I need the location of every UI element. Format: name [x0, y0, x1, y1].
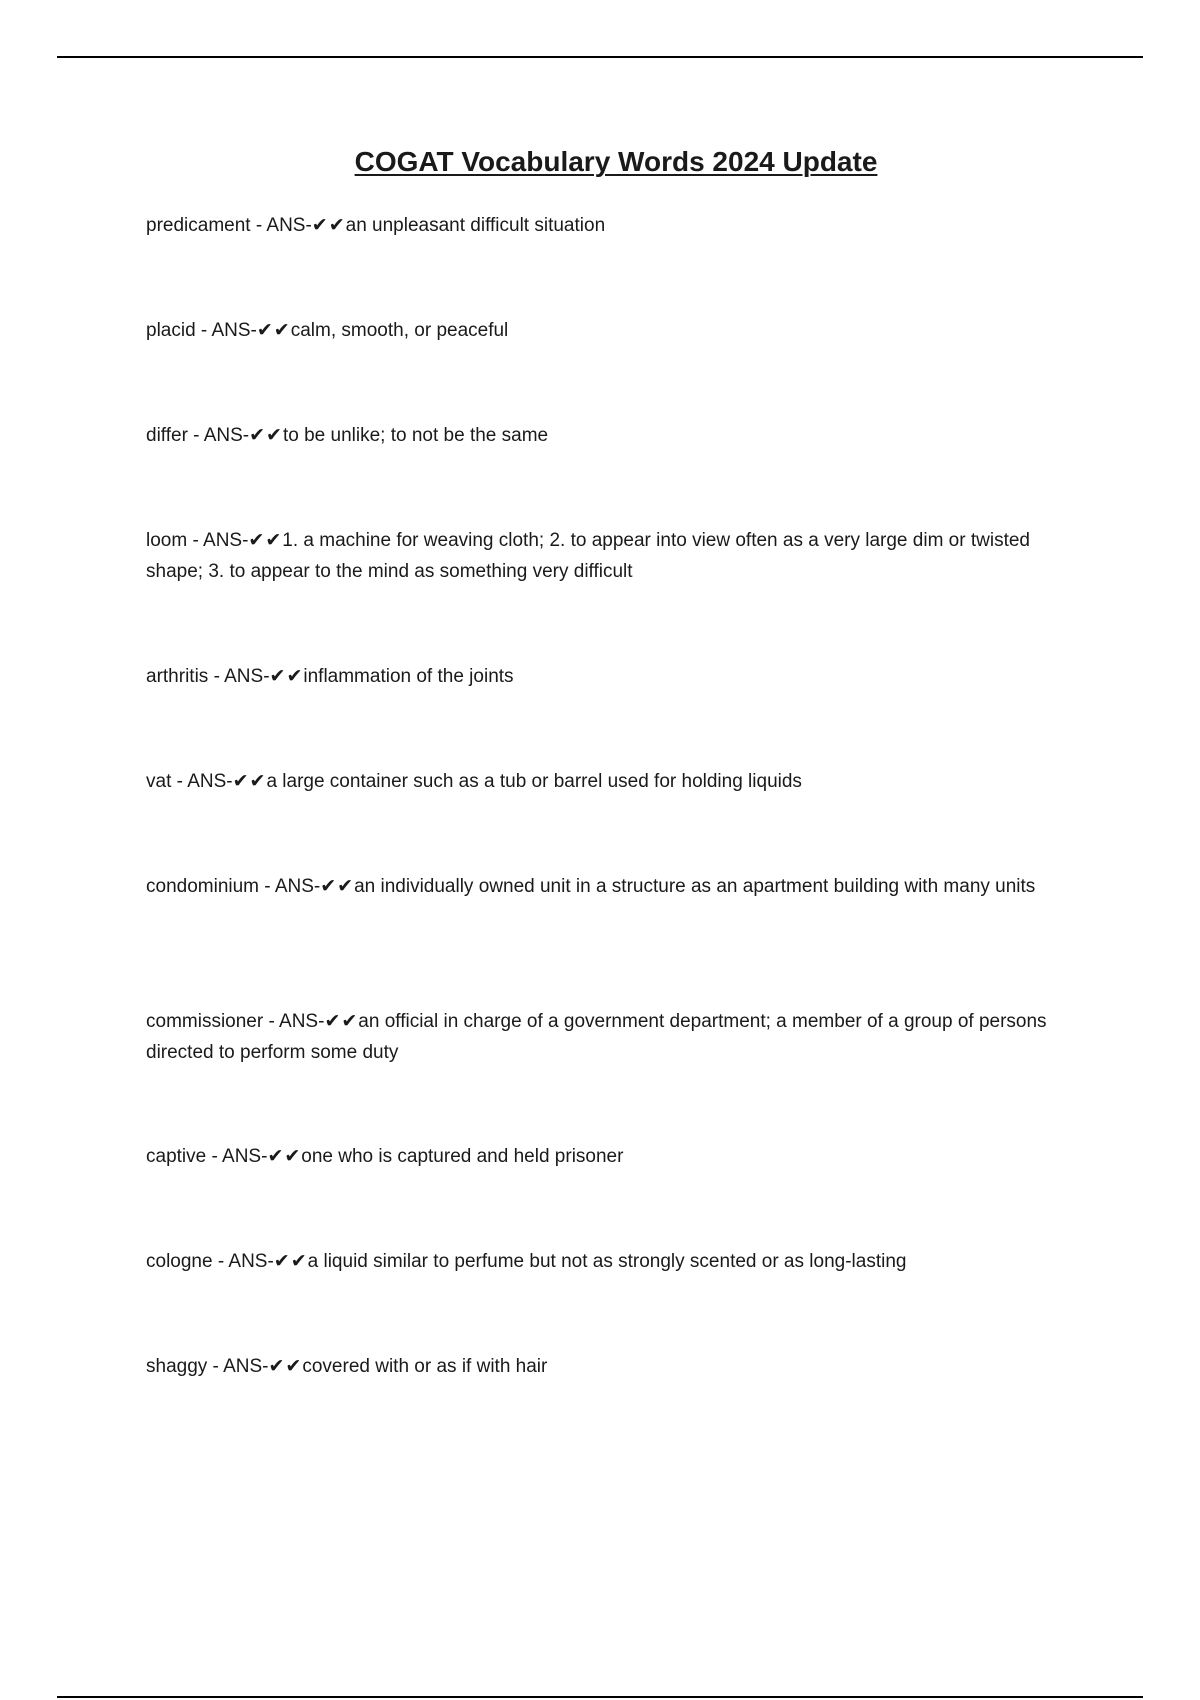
entry-term: loom [146, 530, 188, 551]
answer-prefix: - ANS- [206, 1146, 268, 1167]
entry-term: commissioner [146, 1011, 264, 1032]
check-marks-icon: ✔✔ [232, 770, 267, 792]
entry-term: shaggy [146, 1356, 208, 1377]
check-marks-icon: ✔✔ [249, 424, 283, 446]
document-title: COGAT Vocabulary Words 2024 Update [354, 146, 878, 177]
vocabulary-entry [146, 766, 1086, 797]
vocabulary-entry [146, 1351, 1086, 1382]
entry-definition: one who is captured and held prisoner [301, 1146, 624, 1167]
entry-definition: a liquid similar to perfume but not as strongly scented or as long-lasting [307, 1251, 907, 1272]
header-divider [57, 56, 1143, 58]
answer-prefix: - ANS- [187, 425, 250, 446]
entry-definition: an official in charge of a government department; a member of a group of persons directed to perform some duty [146, 1011, 1047, 1063]
answer-prefix: - ANS- [250, 215, 312, 236]
vocabulary-entry [146, 661, 1086, 692]
answer-prefix: - ANS- [171, 771, 233, 792]
check-marks-icon: ✔✔ [248, 529, 283, 551]
check-marks-icon: ✔✔ [269, 665, 304, 687]
vocabulary-entry [146, 871, 1086, 902]
entry-definition: to be unlike; to not be the same [282, 425, 549, 446]
entry-definition: an individually owned unit in a structure as an apartment building with many units [354, 876, 1036, 897]
entry-term: condominium [146, 876, 259, 897]
vocabulary-entry [146, 1006, 1086, 1068]
answer-prefix: - ANS- [187, 530, 249, 551]
entry-term: placid [146, 320, 196, 341]
vocabulary-entry [146, 210, 1086, 241]
answer-prefix: - ANS- [207, 1356, 269, 1377]
check-marks-icon: ✔✔ [268, 1355, 303, 1377]
check-marks-icon: ✔✔ [320, 875, 355, 897]
vocabulary-entry [146, 1246, 1086, 1277]
entry-definition: an unpleasant difficult situation [345, 215, 606, 236]
check-marks-icon: ✔✔ [311, 214, 346, 236]
entry-definition: inflammation of the joints [303, 666, 514, 687]
entry-term: cologne [146, 1251, 213, 1272]
entry-term: captive [146, 1146, 207, 1167]
entry-term: predicament [146, 215, 251, 236]
entry-definition: covered with or as if with hair [302, 1356, 548, 1377]
vocabulary-entry [146, 1141, 1086, 1172]
entry-term: vat [146, 771, 172, 792]
vocabulary-entry [146, 420, 1086, 451]
check-marks-icon: ✔✔ [324, 1010, 359, 1032]
check-marks-icon: ✔✔ [267, 1145, 302, 1167]
footer-divider [57, 1696, 1143, 1698]
entry-definition: calm, smooth, or peaceful [290, 320, 509, 341]
answer-prefix: - ANS- [208, 666, 270, 687]
vocabulary-entry [146, 315, 1086, 346]
vocabulary-entry [146, 525, 1086, 587]
check-marks-icon: ✔✔ [256, 319, 291, 341]
entry-definition: 1. a machine for weaving cloth; 2. to appear into view often as a very large dim or twisted shape; 3. to appear to the mind as something very difficult [146, 530, 1030, 582]
answer-prefix: - ANS- [212, 1251, 274, 1272]
entry-term: differ [146, 425, 188, 446]
answer-prefix: - ANS- [263, 1011, 325, 1032]
check-marks-icon: ✔✔ [273, 1250, 308, 1272]
entry-term: arthritis [146, 666, 209, 687]
entry-definition: a large container such as a tub or barrel used for holding liquids [266, 771, 802, 792]
answer-prefix: - ANS- [195, 320, 257, 341]
answer-prefix: - ANS- [259, 876, 321, 897]
